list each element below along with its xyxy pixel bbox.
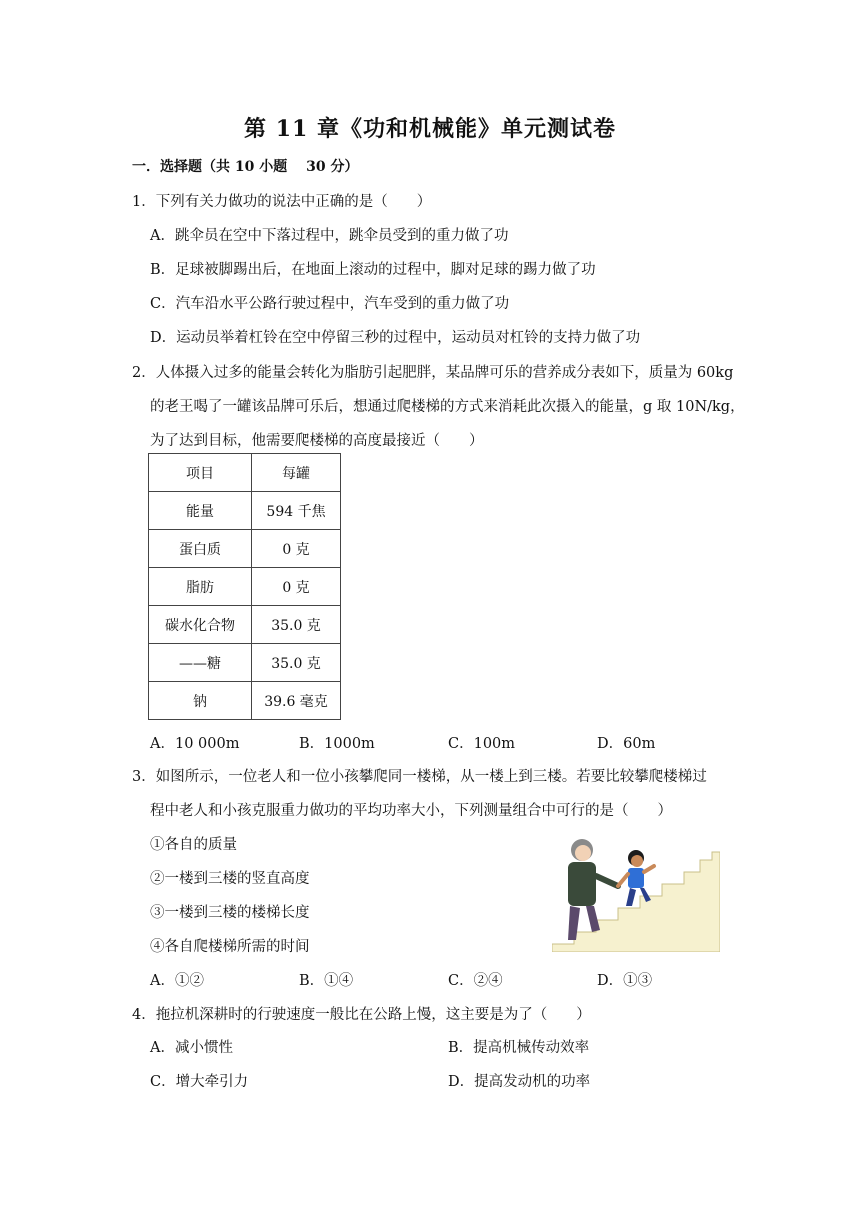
question-1-option-d: D．运动员举着杠铃在空中停留三秒的过程中，运动员对杠铃的支持力做了功 <box>150 330 641 346</box>
table-cell: 39.6 毫克 <box>252 682 341 720</box>
question-1-option-a: A．跳伞员在空中下落过程中，跳伞员受到的重力做了功 <box>150 228 509 244</box>
table-row <box>149 492 341 530</box>
table-cell: 0 克 <box>252 568 341 606</box>
question-2-stem-line-3: 为了达到目标，他需要爬楼梯的高度最接近（ ） <box>150 433 484 449</box>
table-cell: 项目 <box>149 454 252 492</box>
table-cell: ——糖 <box>149 644 252 682</box>
question-2-stem-line-2: 的老王喝了一罐该品牌可乐后，想通过爬楼梯的方式来消耗此次摄入的能量，g 取 10N/kg， <box>150 399 745 415</box>
table-cell: 594 千焦 <box>252 492 341 530</box>
page-title: 第 11 章《功和机械能》单元测试卷 <box>244 116 616 142</box>
question-2-options <box>150 732 746 753</box>
table-row <box>149 568 341 606</box>
question-2-option-a: A．10 000m <box>150 736 240 752</box>
table-row <box>149 530 341 568</box>
table-cell: 脂肪 <box>149 568 252 606</box>
question-1-option-c: C．汽车沿水平公路行驶过程中，汽车受到的重力做了功 <box>150 296 510 312</box>
table-cell: 0 克 <box>252 530 341 568</box>
question-3-option-a: A．①② <box>150 973 204 989</box>
table-cell: 35.0 克 <box>252 606 341 644</box>
question-2-stem-line-1: 2．人体摄入过多的能量会转化为脂肪引起肥胖，某品牌可乐的营养成分表如下，质量为 60kg <box>132 365 734 381</box>
question-3-option-d: D．①③ <box>597 973 653 989</box>
question-4-options-row-1 <box>150 1036 746 1057</box>
question-2-option-b: B．1000m <box>299 736 375 752</box>
table-cell: 35.0 克 <box>252 644 341 682</box>
question-4-options-row-2 <box>150 1070 746 1091</box>
table-cell: 每罐 <box>252 454 341 492</box>
question-4-option-a: A．减小惯性 <box>150 1040 233 1056</box>
question-1-option-b: B．足球被脚踢出后，在地面上滚动的过程中，脚对足球的踢力做了功 <box>150 262 596 278</box>
table-cell: 碳水化合物 <box>149 606 252 644</box>
question-2-option-c: C．100m <box>448 736 516 752</box>
question-3-option-b: B．①④ <box>299 973 354 989</box>
table-row <box>149 682 341 720</box>
table-row <box>149 606 341 644</box>
question-3-item-3: ③一楼到三楼的楼梯长度 <box>150 905 310 921</box>
question-4-option-c: C．增大牵引力 <box>150 1074 249 1090</box>
table-cell: 能量 <box>149 492 252 530</box>
nutrition-table <box>148 453 341 720</box>
table-row <box>149 454 341 492</box>
question-3-options <box>150 969 746 990</box>
question-4-option-b: B．提高机械传动效率 <box>448 1040 590 1056</box>
question-1-stem: 1．下列有关力做功的说法中正确的是（ ） <box>132 194 432 210</box>
question-3-item-2: ②一楼到三楼的竖直高度 <box>150 871 310 887</box>
question-4-stem: 4．拖拉机深耕时的行驶速度一般比在公路上慢，这主要是为了（ ） <box>132 1007 591 1023</box>
section-heading: 一．选择题（共 10 小题 30 分） <box>132 159 359 175</box>
question-2-option-d: D．60m <box>597 736 656 752</box>
question-3-stem-line-1: 3．如图所示，一位老人和一位小孩攀爬同一楼梯，从一楼上到三楼。若要比较攀爬楼梯过 <box>132 769 707 785</box>
question-3-stem-line-2: 程中老人和小孩克服重力做功的平均功率大小，下列测量组合中可行的是（ ） <box>150 803 672 819</box>
table-cell: 钠 <box>149 682 252 720</box>
stair-climbing-illustration <box>552 836 720 952</box>
question-3-item-4: ④各自爬楼梯所需的时间 <box>150 939 310 955</box>
question-3-item-1: ①各自的质量 <box>150 837 237 853</box>
table-row <box>149 644 341 682</box>
question-4-option-d: D．提高发动机的功率 <box>448 1074 591 1090</box>
question-3-option-c: C．②④ <box>448 973 503 989</box>
table-cell: 蛋白质 <box>149 530 252 568</box>
